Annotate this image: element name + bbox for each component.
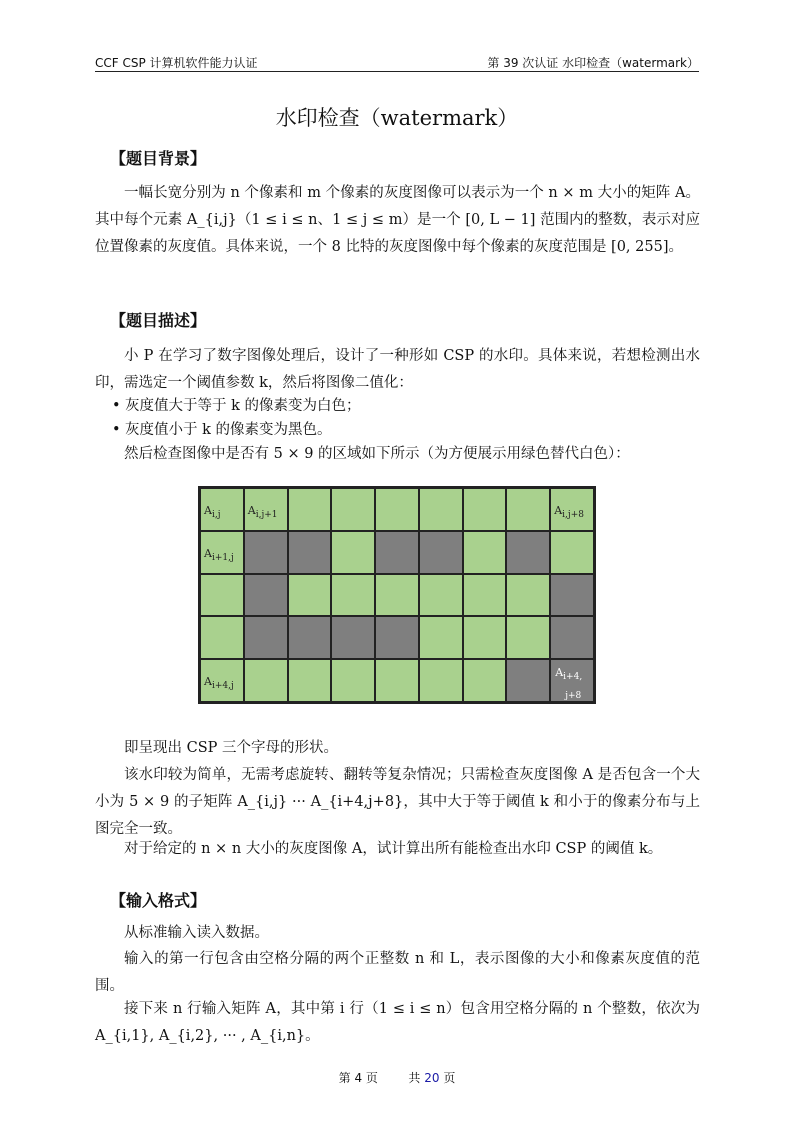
- grid-cell-r2c0-white: [200, 574, 244, 617]
- grid-cell-r1c5-black: [419, 531, 463, 574]
- grid-cell-r0c1-white: [244, 488, 288, 531]
- grid-label-r4c0: $A_{i+4,j}$: [204, 675, 234, 692]
- grid-cell-r3c8-black: [550, 616, 594, 659]
- watermark-pattern-grid: [198, 486, 596, 704]
- grid-cell-r4c2-white: [288, 659, 332, 702]
- description-paragraph-4: 该水印较为简单，无需考虑旋转、翻转等复杂情况；只需检查灰度图像 A 是否包含一个大小为 5 × 9 的子矩阵 A_{i,j} ··· A_{i+4,j+8}，其中大于等于阈值 k 和小于的像素分布与上图完全一致。: [95, 767, 700, 837]
- grid-cell-r0c4-white: [375, 488, 419, 531]
- header-left: CCF CSP 计算机软件能力认证: [95, 56, 258, 70]
- description-paragraph-5: 对于给定的 n × n 大小的灰度图像 A，试计算出所有能检查出水印 CSP 的阈值 k。: [124, 841, 663, 857]
- page-footer: [0, 1069, 794, 1086]
- grid-cell-r4c1-white: [244, 659, 288, 702]
- grid-cell-r0c2-white: [288, 488, 332, 531]
- grid-cell-r0c0-white: [200, 488, 244, 531]
- bullet-text-1: 灰度值大于等于 k 的像素变为白色；: [125, 398, 361, 414]
- grid-cell-r0c5-white: [419, 488, 463, 531]
- total-pages: 20: [424, 1071, 440, 1085]
- description-paragraph-2: 然后检查图像中是否有 5 × 9 的区域如下所示（为方便展示用绿色替代白色）：: [124, 446, 630, 462]
- grid-label-r0c0: $A_{i,j}$: [204, 504, 221, 521]
- grid-cell-r2c3-white: [331, 574, 375, 617]
- grid-cell-r4c7-black: [506, 659, 550, 702]
- grid-cell-r0c7-white: [506, 488, 550, 531]
- grid-cell-r0c6-white: [463, 488, 507, 531]
- running-header: [95, 54, 699, 72]
- grid-cell-r4c0-white: [200, 659, 244, 702]
- total-prefix: 共: [408, 1071, 421, 1085]
- section-description-heading: 【题目描述】: [110, 311, 207, 330]
- grid-cell-r2c1-black: [244, 574, 288, 617]
- bullet-item-1: [112, 394, 361, 418]
- bullet-text-2: 灰度值小于 k 的像素变为黑色。: [125, 422, 332, 438]
- grid-cell-r3c2-black: [288, 616, 332, 659]
- grid-cell-r2c2-white: [288, 574, 332, 617]
- grid-cell-r4c8-black: [550, 659, 594, 702]
- grid-cell-r2c6-white: [463, 574, 507, 617]
- grid-cell-r1c6-white: [463, 531, 507, 574]
- grid-cell-r4c6-white: [463, 659, 507, 702]
- grid-cell-r1c7-black: [506, 531, 550, 574]
- background-text: 一幅长宽分别为 n 个像素和 m 个像素的灰度图像可以表示为一个 n × m 大小的矩阵 A。其中每个元素 A_{i,j}（1 ≤ i ≤ n、1 ≤ j ≤ m）是一个 [0, L − 1] 范围内的整数，表示对应位置像素的灰度值。具体来说，一个 8 比特的灰度图像中每个像素的灰度范围是 [0, 255]。: [95, 185, 700, 255]
- section-background-heading: 【题目背景】: [110, 149, 207, 168]
- grid-cell-r3c7-white: [506, 616, 550, 659]
- bullet-dot: •: [112, 422, 121, 438]
- grid-label-r4c8: $A_{i+4,}$ $_{j+8}$: [555, 666, 583, 701]
- grid-cell-r3c4-black: [375, 616, 419, 659]
- grid-cell-r2c5-white: [419, 574, 463, 617]
- grid-cell-r0c3-white: [331, 488, 375, 531]
- grid-cell-r4c3-white: [331, 659, 375, 702]
- grid-cell-r2c7-white: [506, 574, 550, 617]
- grid-cell-r3c1-black: [244, 616, 288, 659]
- input-paragraph-2: 输入的第一行包含由空格分隔的两个正整数 n 和 L，表示图像的大小和像素灰度值的范围。: [95, 951, 700, 994]
- grid-cell-r1c2-black: [288, 531, 332, 574]
- grid-label-r0c8: $A_{i,j+8}$: [554, 504, 584, 521]
- grid-cell-r3c5-white: [419, 616, 463, 659]
- grid-cell-r2c8-black: [550, 574, 594, 617]
- bullet-item-2: [112, 418, 332, 442]
- grid-cell-r1c8-white: [550, 531, 594, 574]
- header-right: 第 39 次认证 水印检查（watermark）: [487, 56, 699, 70]
- input-paragraph-1: 从标准输入读入数据。: [124, 925, 269, 941]
- grid-cell-r3c0-white: [200, 616, 244, 659]
- background-paragraph: [95, 180, 700, 261]
- grid-cell-r4c5-white: [419, 659, 463, 702]
- input-paragraph-3: 接下来 n 行输入矩阵 A，其中第 i 行（1 ≤ i ≤ n）包含用空格分隔的 n 个整数，依次为 A_{i,1}, A_{i,2}, ··· , A_{i,n}。: [95, 1001, 700, 1044]
- grid-cell-r4c4-white: [375, 659, 419, 702]
- total-suffix: 页: [443, 1071, 456, 1085]
- grid-cell-r1c4-black: [375, 531, 419, 574]
- description-paragraph-1: 小 P 在学习了数字图像处理后，设计了一种形如 CSP 的水印。具体来说，若想检测出水印，需选定一个阈值参数 k，然后将图像二值化：: [95, 348, 700, 391]
- grid-cell-r3c6-white: [463, 616, 507, 659]
- page-title: 水印检查（watermark）: [275, 106, 519, 130]
- grid-cell-r1c0-white: [200, 531, 244, 574]
- header-rule: [95, 71, 699, 72]
- description-paragraph-3: 即呈现出 CSP 三个字母的形状。: [124, 740, 339, 756]
- grid-cell-r0c8-white: [550, 488, 594, 531]
- grid-cell-r3c3-black: [331, 616, 375, 659]
- grid-cell-r2c4-white: [375, 574, 419, 617]
- bullet-dot: •: [112, 398, 121, 414]
- section-input-heading: 【输入格式】: [110, 891, 207, 910]
- page-number: 第 4 页: [338, 1071, 378, 1085]
- grid-cell-r1c1-black: [244, 531, 288, 574]
- grid-label-r1c0: $A_{i+1,j}$: [204, 546, 234, 563]
- grid-label-r0c1: $A_{i,j+1}$: [247, 504, 278, 521]
- grid-cell-r1c3-white: [331, 531, 375, 574]
